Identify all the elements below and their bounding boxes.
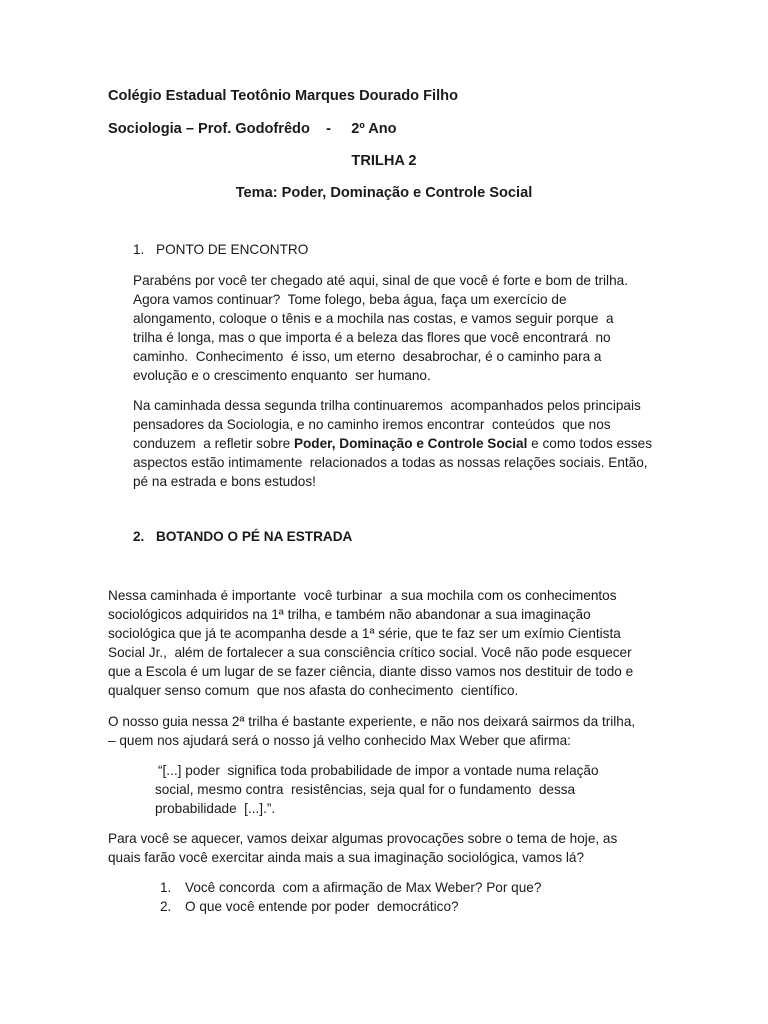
- text-run: e como todos esses: [527, 436, 653, 451]
- text-line: pé na estrada e bons estudos!: [133, 474, 316, 489]
- text-line: alongamento, coloque o tênis e a mochila nas costas, e vamos seguir porque a: [133, 311, 614, 326]
- text-line: Para você se aquecer, vamos deixar algumas provocações sobre o tema de hoje, as: [108, 831, 618, 846]
- school-name: Colégio Estadual Teotônio Marques Dourado Filho: [108, 88, 458, 104]
- text-line: [133, 435, 652, 453]
- section2-number: 2.: [133, 529, 145, 544]
- text-line: qualquer senso comum que nos afasta do conhecimento científico.: [108, 683, 519, 698]
- text-line: – quem nos ajudará será o nosso já velho conhecido Max Weber que afirma:: [108, 733, 571, 748]
- text-line: que a Escola é um lugar de se fazer ciência, diante disso vamos nos destituir de todo e: [108, 664, 634, 679]
- list-item-number: 1.: [160, 880, 172, 895]
- text-line: caminho. Conhecimento é isso, um eterno desabrochar, é o caminho para a: [133, 349, 602, 364]
- text-line: sociológica que já te acompanha desde a 1ª série, que te faz ser um exímio Cientista: [108, 626, 621, 641]
- text-line: trilha é longa, mas o que importa é a beleza das flores que você encontrará no: [133, 330, 611, 345]
- text-line: Na caminhada dessa segunda trilha continuaremos acompanhados pelos principais: [133, 398, 641, 413]
- text-line: Social Jr., além de fortalecer a sua consciência crítico social. Você não pode esquecer: [108, 645, 632, 660]
- quote-line: social, mesmo contra resistências, seja qual for o fundamento dessa: [155, 782, 576, 797]
- text-line: sociológicos adquiridos na 1ª trilha, e também não abandonar a sua imaginação: [108, 607, 591, 622]
- course-line: Sociologia – Prof. Godofrêdo - 2º Ano: [108, 121, 397, 137]
- list-item: Você concorda com a afirmação de Max Weber? Por que?: [185, 880, 542, 895]
- text-line: Parabéns por você ter chegado até aqui, sinal de que você é forte e bom de trilha.: [133, 273, 628, 288]
- list-item-number: 2.: [160, 899, 172, 914]
- text-line: quais farão você exercitar ainda mais a sua imaginação sociológica, vamos lá?: [108, 850, 585, 865]
- list-item: O que você entende por poder democrático?: [185, 899, 459, 914]
- text-line: Nessa caminhada é importante você turbinar a sua mochila com os conhecimentos: [108, 588, 617, 603]
- text-line: pensadores da Sociologia, e no caminho iremos encontrar conteúdos que nos: [133, 417, 611, 432]
- section1-number: 1.: [133, 242, 145, 257]
- section2-title: BOTANDO O PÉ NA ESTRADA: [156, 529, 353, 544]
- trail-title: TRILHA 2: [351, 153, 417, 169]
- text-line: O nosso guia nessa 2ª trilha é bastante experiente, e não nos deixará sairmos da trilha,: [108, 714, 636, 729]
- text-line: evolução e o crescimento enquanto ser humano.: [133, 368, 431, 383]
- quote-line: probabilidade [...].”.: [155, 801, 276, 816]
- section1-title: PONTO DE ENCONTRO: [156, 242, 309, 257]
- text-line: aspectos estão intimamente relacionados a todas as nossas relações sociais. Então,: [133, 455, 648, 470]
- quote-line: “[...] poder significa toda probabilidade de impor a vontade numa relação: [158, 763, 599, 778]
- emphasis-text: Poder, Dominação e Controle Social: [293, 436, 528, 451]
- text-line: Agora vamos continuar? Tome folego, beba água, faça um exercício de: [133, 292, 567, 307]
- text-run: conduzem a refletir sobre: [133, 436, 294, 451]
- theme-title: Tema: Poder, Dominação e Controle Social: [235, 185, 533, 201]
